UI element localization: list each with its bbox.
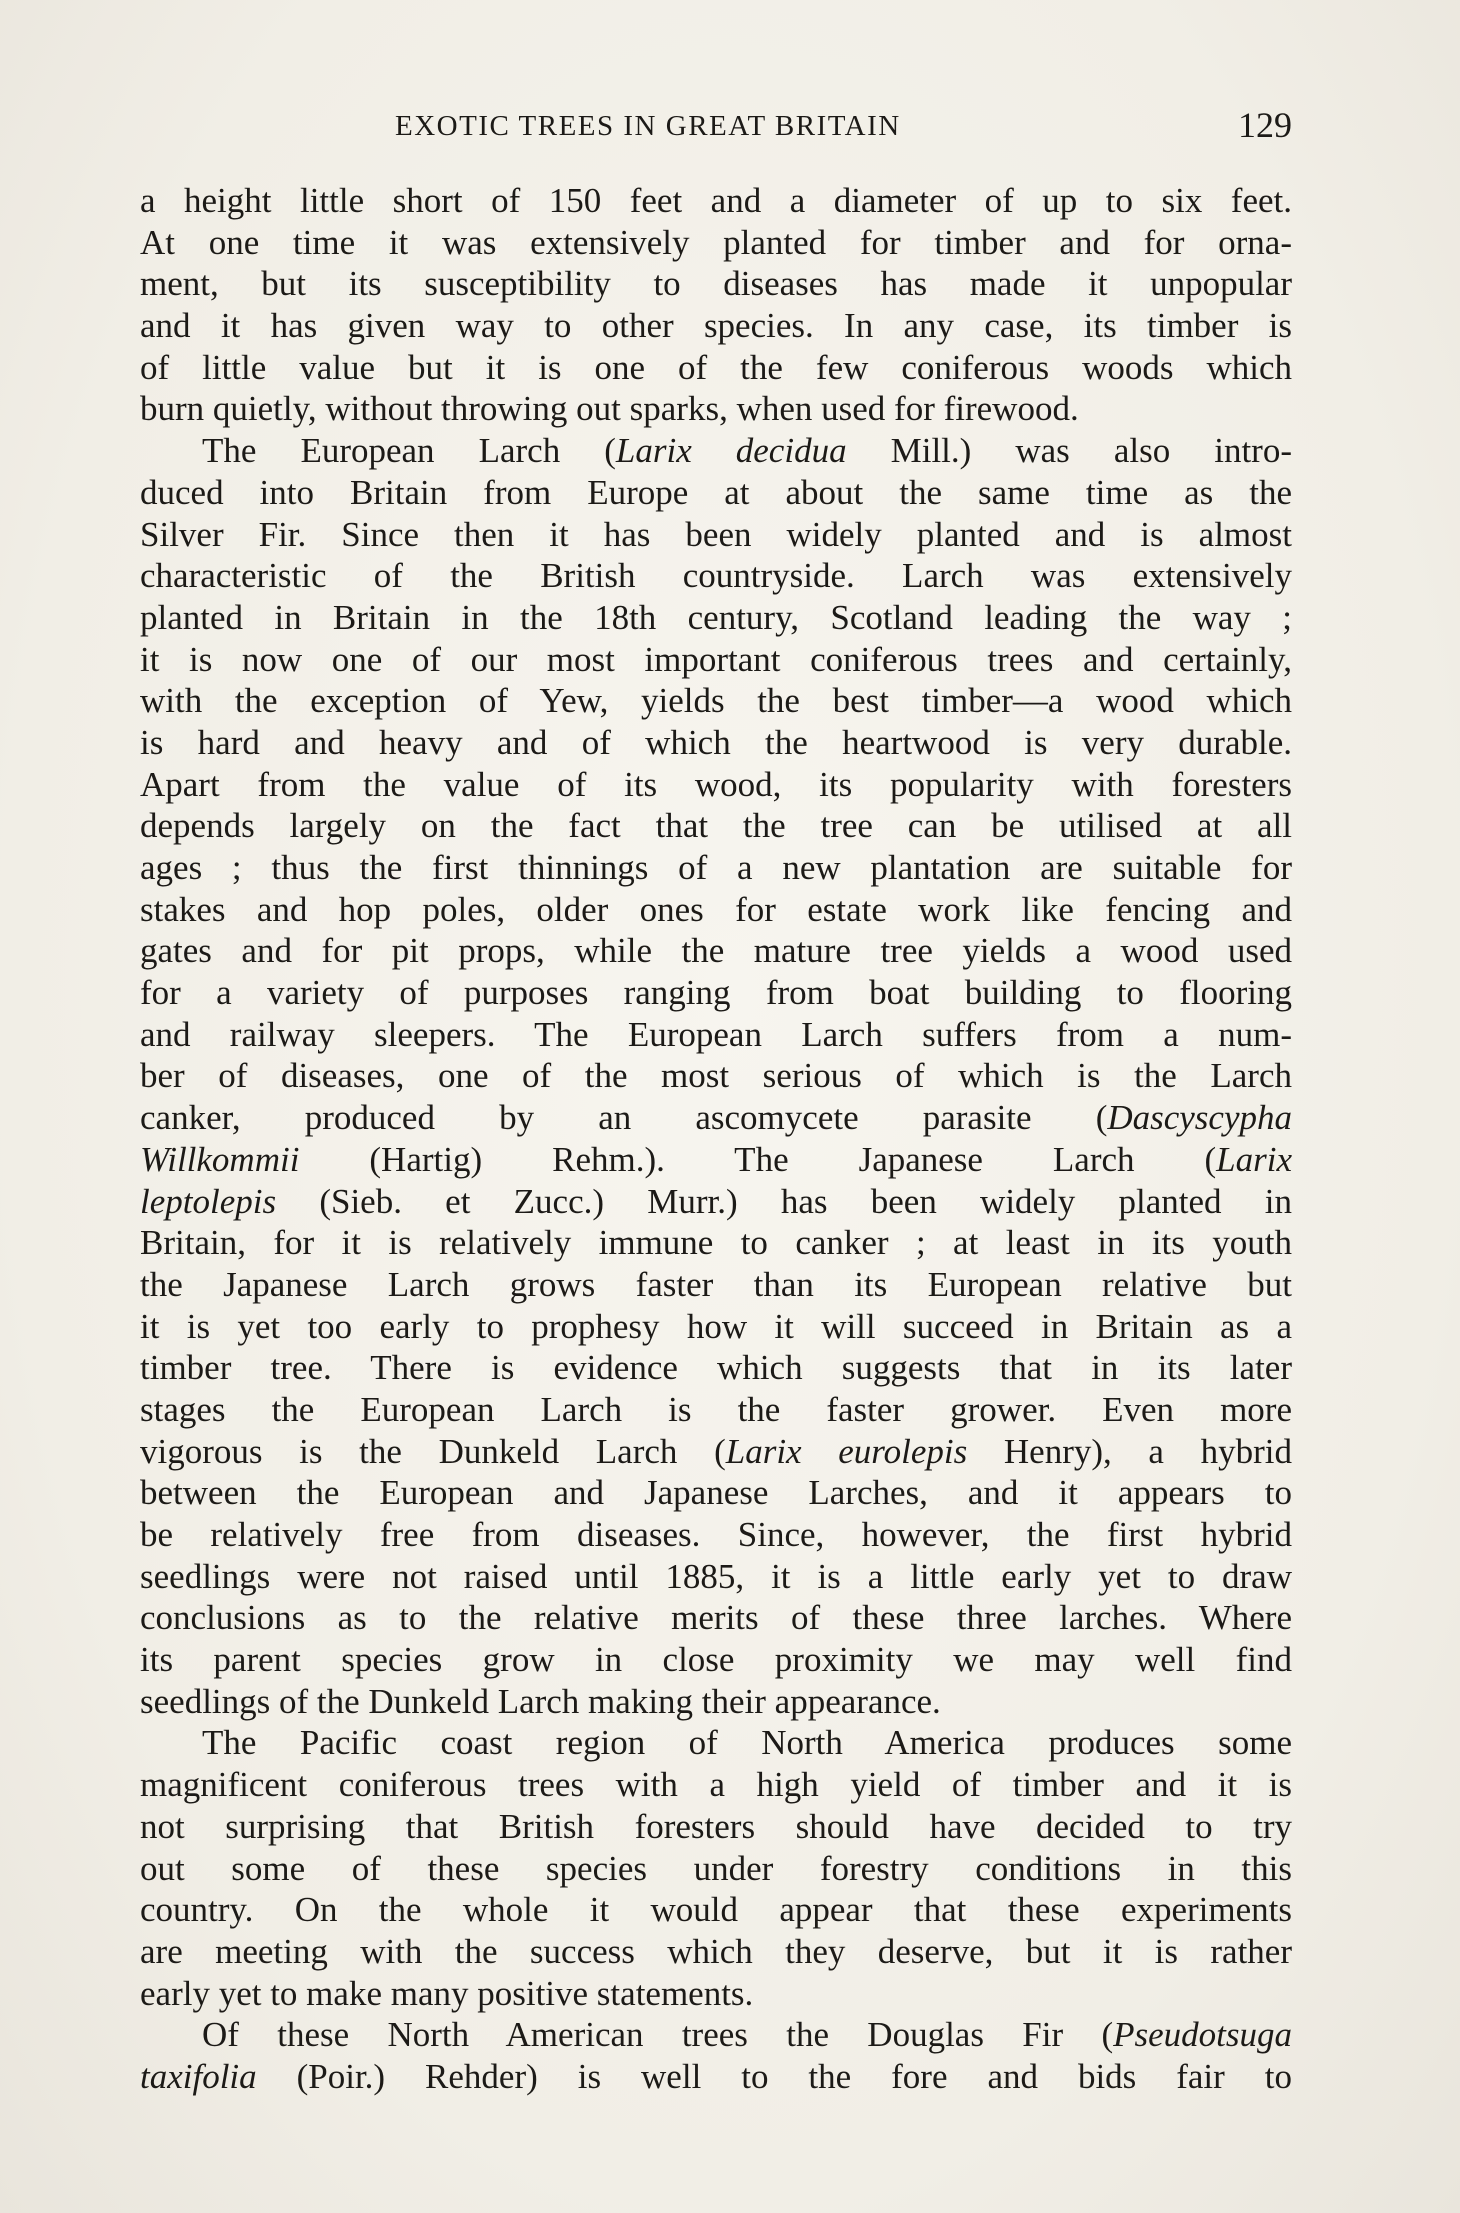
text-line: canker, produced by an ascomycete parasite (Dascyscypha	[140, 1098, 1292, 1138]
text-line: and it has given way to other species. In any case, its timber is	[140, 306, 1292, 346]
text-line: not surprising that British foresters should have decided to try	[140, 1806, 1292, 1846]
text-line: conclusions as to the relative merits of these three larches. Where	[140, 1598, 1292, 1638]
running-head	[140, 104, 1292, 144]
running-title: EXOTIC TREES IN GREAT BRITAIN	[395, 110, 901, 142]
text-line: taxifolia (Poir.) Rehder) is well to the fore and bids fair to	[140, 2056, 1292, 2096]
text-line: magnificent coniferous trees with a high yield of timber and it is	[140, 1765, 1292, 1805]
text-line: be relatively free from diseases. Since, however, the first hybrid	[140, 1515, 1292, 1554]
text-line: The Pacific coast region of North America produces some	[202, 1723, 1292, 1763]
text-line: its parent species grow in close proximity we may well find	[140, 1640, 1292, 1680]
text-line: leptolepis (Sieb. et Zucc.) Murr.) has been widely planted in	[140, 1181, 1292, 1221]
text-line: early yet to make many positive statements.	[140, 1973, 754, 2013]
text-line: gates and for pit props, while the mature tree yields a wood used	[140, 931, 1292, 971]
text-line: Of these North American trees the Douglas Fir (Pseudotsuga	[202, 2015, 1292, 2055]
text-line: vigorous is the Dunkeld Larch (Larix eurolepis Henry), a hybrid	[140, 1431, 1292, 1471]
text-line: seedlings of the Dunkeld Larch making their appearance.	[140, 1681, 941, 1721]
text-line: it is now one of our most important coniferous trees and certainly,	[140, 639, 1292, 679]
text-line: Silver Fir. Since then it has been widely planted and is almost	[140, 514, 1292, 554]
text-line: The European Larch (Larix decidua Mill.) was also intro-	[202, 431, 1292, 471]
text-line: the Japanese Larch grows faster than its European relative but	[140, 1264, 1292, 1304]
text-line: out some of these species under forestry conditions in this	[140, 1848, 1292, 1888]
text-line: duced into Britain from Europe at about the same time as the	[140, 472, 1292, 512]
text-line: Britain, for it is relatively immune to canker ; at least in its youth	[140, 1223, 1292, 1263]
text-line: is hard and heavy and of which the heartwood is very durable.	[140, 722, 1292, 762]
text-line: a height little short of 150 feet and a diameter of up to six feet.	[140, 181, 1292, 220]
text-line: planted in Britain in the 18th century, Scotland leading the way ;	[140, 597, 1292, 637]
text-line: ber of diseases, one of the most serious of which is the Larch	[140, 1056, 1292, 1096]
text-line: it is yet too early to prophesy how it will succeed in Britain as a	[140, 1306, 1292, 1346]
text-line: seedlings were not raised until 1885, it is a little early yet to draw	[140, 1556, 1292, 1596]
text-line: burn quietly, without throwing out sparks, when used for firewood.	[140, 389, 1079, 429]
text-line: characteristic of the British countryside. Larch was extensively	[140, 556, 1292, 596]
text-line: timber tree. There is evidence which suggests that in its later	[140, 1348, 1292, 1388]
text-line: ment, but its susceptibility to diseases has made it unpopular	[140, 264, 1292, 304]
text-line: depends largely on the fact that the tree can be utilised at all	[140, 806, 1292, 846]
text-line: with the exception of Yew, yields the best timber—a wood which	[140, 681, 1292, 721]
text-line: ages ; thus the first thinnings of a new plantation are suitable for	[140, 848, 1292, 887]
body-text	[140, 180, 1292, 2098]
text-line: stages the European Larch is the faster grower. Even more	[140, 1389, 1292, 1429]
text-line: Apart from the value of its wood, its popularity with foresters	[140, 764, 1292, 804]
text-lines	[140, 180, 1292, 2098]
text-line: of little value but it is one of the few coniferous woods which	[140, 347, 1292, 387]
text-line: between the European and Japanese Larches, and it appears to	[140, 1473, 1292, 1513]
text-line: At one time it was extensively planted for timber and for orna-	[140, 222, 1292, 262]
text-line: are meeting with the success which they deserve, but it is rather	[140, 1931, 1292, 1971]
text-line: and railway sleepers. The European Larch suffers from a num-	[140, 1014, 1292, 1054]
page-number: 129	[1238, 105, 1292, 145]
text-line: Willkommii (Hartig) Rehm.). The Japanese Larch (Larix	[140, 1139, 1292, 1179]
text-line: for a variety of purposes ranging from boat building to flooring	[140, 973, 1292, 1013]
text-line: stakes and hop poles, older ones for estate work like fencing and	[140, 889, 1292, 929]
text-line: country. On the whole it would appear that these experiments	[140, 1890, 1292, 1930]
